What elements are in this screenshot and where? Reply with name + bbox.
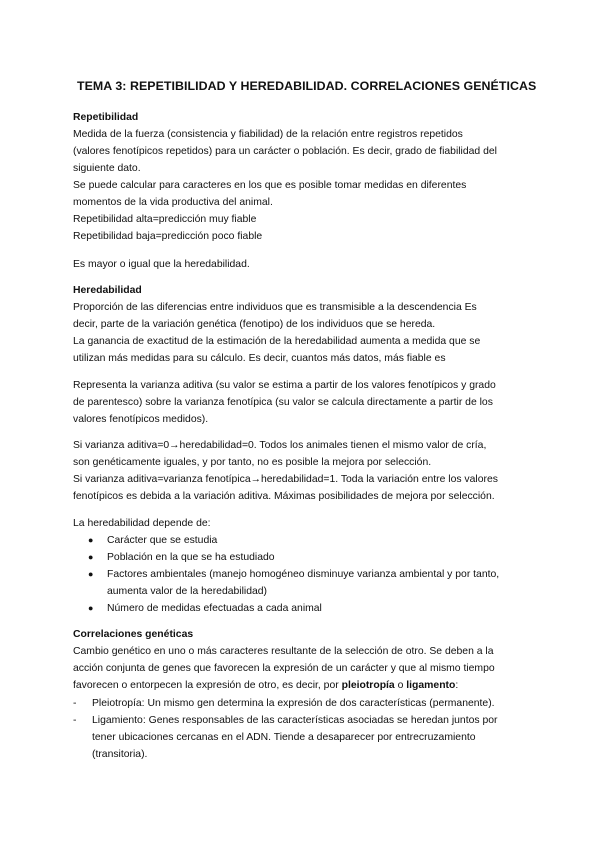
paragraph-line: de parentesco) sobre la varianza fenotípica (su valor se calcula directamente a partir de los	[73, 397, 493, 408]
heredabilidad-bullet-list	[88, 532, 578, 617]
paragraph-line: decir, parte de la variación genética (fenotipo) de los individuos que se hereda.	[73, 319, 436, 330]
list-item-text: Población en la que se ha estudiado	[107, 552, 275, 563]
paragraph-line: utilizan más medidas para su cálculo. Es decir, cuantos más datos, más fiable es	[73, 353, 446, 364]
section-heading: Correlaciones genéticas	[73, 629, 194, 640]
list-item	[73, 712, 583, 763]
paragraph-line: Representa la varianza aditiva (su valor se estima a partir de los valores fenotípicos y grado	[73, 380, 496, 391]
bullet-icon: ●	[88, 552, 94, 562]
correlaciones-dash-list	[73, 695, 583, 763]
paragraph-line: acción conjunta de genes que favorecen la expresión de un carácter y que al mismo tiempo	[73, 663, 495, 674]
section-heading: Repetibilidad	[73, 112, 139, 123]
heredabilidad-paragraph-2	[73, 377, 583, 428]
list-item	[73, 695, 583, 712]
paragraph-line: momentos de la vida productiva del animal.	[73, 197, 273, 208]
bullet-icon: ●	[88, 535, 94, 545]
section-repetibilidad	[73, 109, 583, 245]
text-run: o	[394, 680, 407, 691]
paragraph-line: Repetibilidad baja=predicción poco fiable	[73, 231, 263, 242]
bullet-icon: ●	[88, 603, 94, 613]
list-item-text: Ligamiento: Genes responsables de las características asociadas se heredan juntos por	[92, 715, 498, 726]
paragraph-line: Medida de la fuerza (consistencia y fiabilidad) de la relación entre registros repetidos	[73, 129, 463, 140]
list-item	[88, 600, 578, 617]
list-item-text: (transitoria).	[92, 749, 148, 760]
paragraph-line: fenotípicos es debida a la variación aditiva. Máximas posibilidades de mejora por selección.	[73, 491, 495, 502]
paragraph-line: son genéticamente iguales, y por tanto, no es posible la mejora por selección.	[73, 457, 432, 468]
page-title: TEMA 3: REPETIBILIDAD Y HEREDABILIDAD. CORRELACIONES GENÉTICAS	[77, 79, 537, 93]
text-run: :	[455, 680, 459, 691]
list-item-text: Carácter que se estudia	[107, 535, 218, 546]
paragraph-line: Proporción de las diferencias entre individuos que es transmisible a la descendencia Es	[73, 302, 477, 313]
bold-term: pleiotropía	[341, 680, 395, 691]
list-item	[88, 566, 578, 600]
paragraph-line: siguiente dato.	[73, 163, 141, 174]
paragraph-line: Se puede calcular para caracteres en los que es posible tomar medidas en diferentes	[73, 180, 467, 191]
paragraph-line: La heredabilidad depende de:	[73, 518, 211, 529]
paragraph-line: Cambio genético en uno o más caracteres resultante de la selección de otro. Se deben a la	[73, 646, 494, 657]
list-item-text: Número de medidas efectuadas a cada animal	[107, 603, 322, 614]
section-correlaciones	[73, 626, 583, 694]
paragraph-line: Si varianza aditiva=0→heredabilidad=0. Todos los animales tienen el mismo valor de cría,	[73, 440, 487, 451]
text-run: favorecen o entorpecen la expresión de otro, es decir, por	[73, 680, 342, 691]
repetibilidad-note	[73, 256, 583, 273]
list-item-text: tener ubicaciones cercanas en el ADN. Tiende a desaparecer por entrecruzamiento	[92, 732, 476, 743]
dash-icon: -	[73, 715, 77, 726]
paragraph-line	[73, 677, 583, 694]
list-item-text: Factores ambientales (manejo homogéneo disminuye varianza ambiental y por tanto,	[107, 569, 500, 580]
list-item	[88, 532, 578, 549]
heredabilidad-paragraph-3	[73, 437, 583, 505]
bold-term: ligamento	[406, 680, 456, 691]
section-heredabilidad	[73, 282, 583, 367]
section-heading: Heredabilidad	[73, 285, 142, 296]
paragraph-line: La ganancia de exactitud de la estimación de la heredabilidad aumenta a medida que se	[73, 336, 481, 347]
list-item-text: aumenta valor de la heredabilidad)	[107, 586, 268, 597]
list-item-text: Pleiotropía: Un mismo gen determina la expresión de dos características (permanente).	[92, 698, 495, 709]
paragraph-line: (valores fenotípicos repetidos) para un carácter o población. Es decir, grado de fiabilidad del	[73, 146, 497, 157]
heredabilidad-depends-intro	[73, 515, 583, 532]
paragraph-line: Repetibilidad alta=predicción muy fiable	[73, 214, 257, 225]
list-item	[88, 549, 578, 566]
dash-icon: -	[73, 698, 77, 709]
paragraph-line: Si varianza aditiva=varianza fenotípica→heredabilidad=1. Toda la variación entre los valores	[73, 474, 498, 485]
bullet-icon: ●	[88, 569, 94, 579]
paragraph-line: Es mayor o igual que la heredabilidad.	[73, 259, 250, 270]
paragraph-line: valores fenotípicos medidos).	[73, 414, 209, 425]
